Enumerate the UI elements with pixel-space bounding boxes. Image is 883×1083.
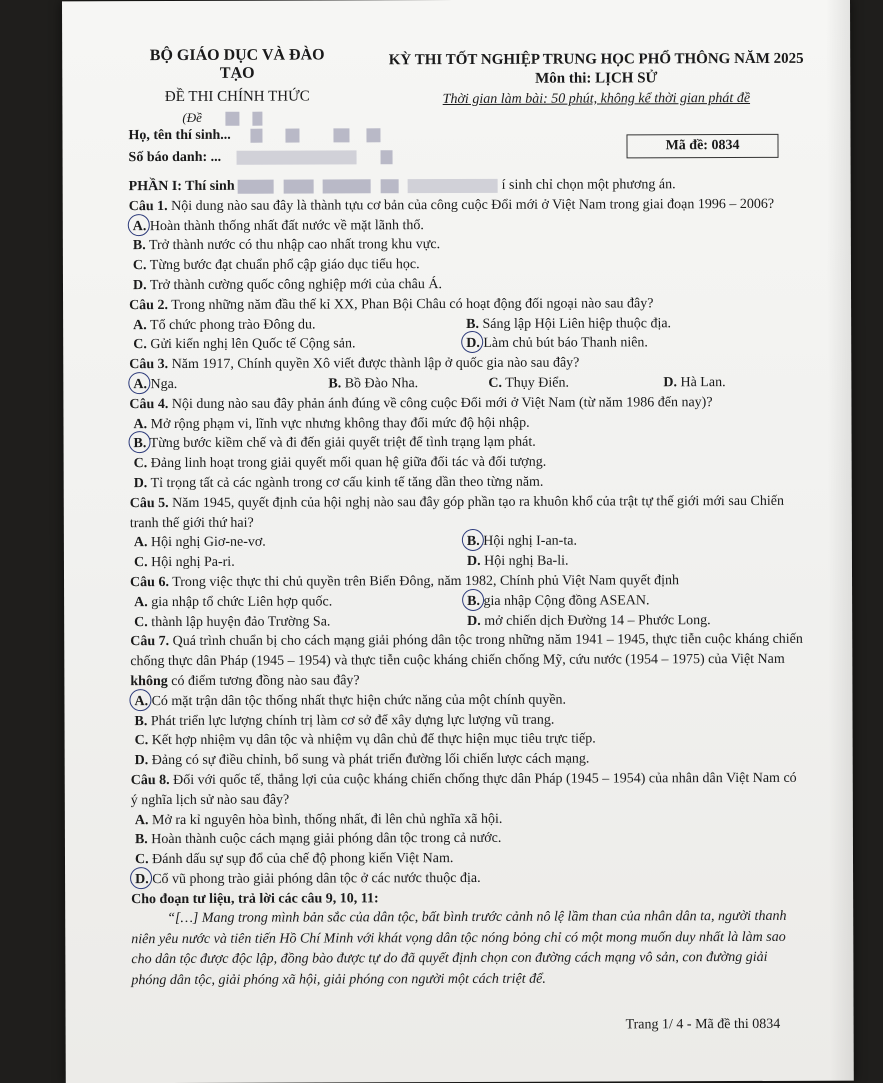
question-number: Câu 3.	[129, 357, 169, 373]
option-text: thành lập huyện đảo Trường Sa.	[151, 613, 331, 630]
question-stem	[129, 353, 799, 375]
answer-option[interactable]	[134, 532, 467, 553]
option-text: Đảng linh hoạt trong giải quyết mối quan hệ giữa đối tác và đối tượng.	[150, 454, 547, 472]
answer-option[interactable]	[467, 531, 800, 552]
exam-title: KỲ THI TỐT NGHIỆP TRUNG HỌC PHỔ THÔNG NĂM 2025	[388, 50, 804, 69]
option-letter: A.	[133, 416, 148, 432]
answer-option[interactable]	[129, 254, 799, 276]
answer-option[interactable]	[466, 333, 799, 354]
answer-option[interactable]	[131, 729, 801, 751]
option-text: Sáng lập Hội Liên hiệp thuộc địa.	[482, 315, 672, 332]
question-stem	[131, 769, 801, 791]
answer-option[interactable]	[131, 808, 801, 830]
option-letter: C.	[133, 337, 147, 353]
option-text: Hội nghị Ba-li.	[484, 553, 569, 570]
question-8	[131, 769, 801, 890]
question-text: Năm 1945, quyết định của hội nghị nào sau đây góp phần tạo ra khuôn khổ của trật tự thế giới mới sau Chiến	[172, 493, 785, 511]
question-stem-continued: tranh thế giới thứ hai?	[129, 515, 254, 531]
option-text: Phát triển lực lượng chính trị làm cơ sở để xây dựng lực lượng vũ trang.	[150, 712, 555, 729]
answer-option[interactable]	[130, 472, 800, 494]
option-text: Từng bước kiềm chế và đi đến giải quyết triệt để tình trạng lạm phát.	[149, 435, 536, 452]
answer-option[interactable]	[130, 690, 800, 712]
option-text: Hội nghị Giơ-ne-vơ.	[150, 535, 266, 551]
option-letter: D.	[132, 278, 147, 294]
option-letter: C.	[132, 258, 147, 274]
option-letter: D.	[133, 476, 148, 492]
option-letter: C.	[488, 375, 502, 391]
option-letter: D.	[134, 753, 149, 769]
option-letter: B.	[134, 434, 147, 454]
redaction-block	[408, 179, 498, 193]
answer-option[interactable]	[467, 591, 800, 612]
option-text: Hoàn thành thống nhất đất nước về mặt lãnh thổ.	[149, 217, 424, 234]
header-right	[386, 51, 806, 108]
option-row	[130, 610, 800, 632]
question-stem	[130, 492, 800, 514]
question-text: Nội dung nào sau đây phản ánh đúng về công cuộc Đổi mới ở Việt Nam (từ năm 1986 đến nay)?	[171, 394, 713, 412]
redaction-block	[286, 128, 300, 142]
option-letter: B.	[132, 238, 146, 254]
answer-option[interactable]	[133, 334, 466, 355]
option-letter: A.	[133, 535, 148, 551]
question-text-end: có điểm tương đồng nào sau đây?	[171, 673, 360, 689]
answer-option[interactable]	[131, 848, 801, 870]
part-heading-tail: í sinh chỉ chọn một phương án.	[501, 177, 676, 193]
answer-option[interactable]	[134, 592, 467, 613]
redaction-block	[381, 179, 399, 193]
option-letter: B.	[467, 592, 480, 612]
option-letter: B.	[467, 532, 480, 552]
page-count-text: (Đề	[182, 109, 202, 125]
header-left	[132, 46, 342, 126]
option-letter: A.	[133, 317, 147, 333]
candidate-id-label: Số báo danh: ...	[128, 149, 222, 166]
question-stem-continued	[130, 670, 800, 692]
option-text: Cổ vũ phong trào giải phóng dân tộc ở các nước thuộc địa.	[152, 870, 481, 887]
redaction-block	[284, 179, 314, 193]
option-letter: C.	[134, 733, 149, 749]
answer-option[interactable]	[129, 214, 799, 236]
question-stem	[130, 571, 800, 593]
passage-title: Cho đoạn tư liệu, trả lời các câu 9, 10, 11:	[131, 890, 379, 907]
option-text: gia nhập tổ chức Liên hợp quốc.	[151, 594, 333, 610]
question-number: Câu 8.	[130, 772, 170, 789]
option-text: Mở rộng phạm vi, lĩnh vực nhưng không thay đổi mức độ hội nhập.	[150, 415, 530, 432]
question-number: Câu 5.	[129, 495, 169, 511]
answer-option[interactable]	[466, 313, 799, 334]
option-letter: B.	[134, 832, 148, 848]
option-text: Tỉ trọng tất cả các ngành trong cơ cấu kinh tế tăng dần theo từng năm.	[150, 474, 544, 492]
question-stem-continued: chống thực dân Pháp (1945 – 1954) và thực tiễn cuộc kháng chiến chống Mỹ, cứu nước (1954 – 1975) của Việt Nam	[130, 651, 785, 670]
option-letter: A.	[133, 375, 147, 395]
option-letter: A.	[134, 812, 149, 828]
exam-time-text: Thời gian làm bài: 50 phút, không kể thời gian phát đề	[442, 90, 751, 108]
question-text: Đối với quốc tế, thắng lợi của cuộc kháng chiến chống thực dân Pháp (1945 – 1954) của nhân dân Việt Nam có	[173, 770, 797, 788]
answer-option[interactable]	[130, 709, 800, 731]
option-text: Kết hợp nhiệm vụ dân tộc và nhiệm vụ dân chủ để thực hiện mục tiêu trực tiếp.	[151, 731, 596, 749]
option-row	[130, 551, 800, 573]
answer-option[interactable]	[129, 412, 799, 434]
question-number: Câu 1.	[128, 198, 168, 214]
answer-option[interactable]	[131, 749, 801, 771]
candidate-name-label: Họ, tên thí sinh...	[128, 127, 231, 144]
question-3	[129, 353, 799, 395]
question-6	[130, 571, 800, 633]
question-5	[130, 492, 800, 574]
redaction-block	[238, 179, 274, 193]
candidate-name-line	[128, 124, 392, 147]
question-stem	[129, 393, 799, 415]
answer-option[interactable]	[130, 432, 800, 454]
option-text: Mở ra kỉ nguyên hòa bình, thống nhất, đi lên chủ nghĩa xã hội.	[151, 811, 503, 828]
option-letter: A.	[134, 692, 148, 712]
option-text: Trở thành cường quốc công nghiệp mới của châu Á.	[149, 277, 443, 294]
ministry-name: BỘ GIÁO DỤC VÀ ĐÀO TẠO	[149, 46, 325, 82]
option-row	[129, 313, 799, 335]
option-row	[129, 373, 799, 395]
official-exam-label: ĐỀ THI CHÍNH THỨC	[164, 88, 310, 106]
option-text: Tổ chức phong trào Đông du.	[149, 317, 316, 333]
option-letter: C.	[133, 555, 148, 571]
question-1	[129, 195, 799, 296]
answer-option[interactable]	[134, 611, 467, 632]
question-2	[129, 294, 799, 356]
redaction-block	[323, 179, 371, 193]
part-heading-lead: PHẦN I: Thí sinh	[128, 178, 235, 195]
answer-option[interactable]	[131, 828, 801, 850]
answer-option[interactable]	[488, 373, 663, 393]
option-letter: D.	[135, 870, 149, 890]
question-stem-continued: ý nghĩa lịch sử nào sau đây?	[130, 792, 290, 808]
question-text: Năm 1917, Chính quyền Xô viết được thành lập ở quốc gia nào sau đây?	[171, 355, 580, 373]
source-passage: “[…] Mang trong mình bản sắc của dân tộc, bất bình trước cảnh nô lệ lầm than của nhân dân ta, người thanh niên yêu nước và tiên tiến Hồ Chí Minh với khát vọng dân tộc nóng bỏng chỉ có một mong muốn duy nhất là làm sao cho dân tộc được độc lập, đồng bào được tự do đã quyết định chọn con đường cách mạng vô sản, con đường giải phóng dân tộc, giải phóng xã hội, giải phóng con người một cách triệt để.	[131, 909, 787, 989]
exam-code-box: Mã đề: 0834	[626, 134, 778, 159]
answer-option[interactable]	[663, 373, 725, 393]
redaction-block	[333, 128, 349, 142]
candidate-id-line	[129, 146, 393, 169]
question-number: Câu 6.	[130, 574, 169, 591]
option-letter: D.	[663, 375, 677, 391]
option-text: Có mặt trận dân tộc thống nhất thực hiện chức năng của một chính quyền.	[151, 692, 567, 709]
answer-option[interactable]	[133, 315, 466, 336]
option-letter: C.	[133, 456, 148, 472]
answer-option[interactable]	[467, 551, 800, 572]
option-letter: A.	[133, 217, 147, 237]
question-number: Câu 2.	[129, 297, 168, 313]
question-number: Câu 4.	[129, 396, 169, 412]
exam-subject: Môn thi: LỊCH SỬ	[535, 70, 658, 87]
option-text: mở chiến dịch Đường 14 – Phước Long.	[484, 612, 711, 629]
option-letter: D.	[466, 554, 481, 570]
option-text: Hà Lan.	[680, 375, 726, 391]
option-letter: B.	[134, 713, 148, 729]
option-text: Bồ Đào Nha.	[344, 376, 419, 392]
option-text: Nga.	[150, 376, 178, 393]
option-row	[130, 531, 800, 553]
option-text: Làm chủ bút báo Thanh niên.	[483, 335, 648, 352]
option-letter: C.	[134, 852, 149, 868]
option-text: Đảng có sự điều chỉnh, bổ sung và phát triển đường lối chiến lược cách mạng.	[151, 751, 590, 769]
exam-time-note	[386, 91, 806, 108]
question-text: Quá trình chuẩn bị cho cách mạng giải phóng dân tộc trong những năm 1941 – 1945, thực tiễn cuộc kháng chiến	[172, 632, 803, 650]
option-text: Trở thành nước có thu nhập cao nhất trong khu vực.	[148, 237, 441, 254]
redaction-block	[252, 112, 262, 126]
question-stem	[129, 294, 799, 316]
option-row	[130, 591, 800, 613]
answer-option[interactable]	[467, 610, 800, 631]
answer-option[interactable]	[129, 234, 799, 256]
part-heading	[129, 175, 799, 197]
question-number: Câu 7.	[130, 634, 170, 650]
answer-option[interactable]	[134, 552, 467, 573]
option-text: Đánh dấu sự sụp đổ của chế độ phong kiến Việt Nam.	[152, 851, 454, 868]
redaction-block	[225, 112, 239, 126]
option-text: gia nhập Cộng đồng ASEAN.	[483, 593, 650, 609]
answer-option[interactable]	[130, 452, 800, 474]
exam-paper	[62, 0, 854, 1083]
option-letter: B.	[328, 376, 342, 392]
exam-content	[129, 175, 802, 992]
question-stem	[129, 195, 799, 217]
redaction-block	[380, 150, 392, 164]
option-letter: C.	[134, 614, 148, 630]
option-text: Từng bước đạt chuẩn phổ cập giáo dục tiểu học.	[149, 257, 420, 274]
answer-option[interactable]	[129, 274, 799, 296]
question-text: Trong việc thực thi chủ quyền trên Biển Đông, năm 1982, Chính phủ Việt Nam quyết định	[172, 573, 680, 590]
answer-option[interactable]	[131, 868, 801, 890]
option-text: Hội nghị Pa-ri.	[151, 554, 235, 571]
option-text: Hoàn thành cuộc cách mạng giải phóng dân tộc trong cả nước.	[151, 831, 502, 848]
emphasis-word: không	[130, 673, 168, 690]
option-letter: B.	[466, 316, 480, 332]
option-text: Hội nghị I-an-ta.	[483, 533, 577, 550]
option-letter: D.	[467, 613, 481, 629]
question-4	[129, 393, 799, 494]
option-row	[129, 333, 799, 355]
redaction-block	[250, 128, 262, 142]
option-text: Gửi kiến nghị lên Quốc tế Cộng sản.	[150, 336, 356, 353]
page-footer: Trang 1/ 4 - Mã đề thi 0834	[625, 1016, 781, 1033]
option-letter: A.	[134, 594, 148, 610]
option-letter: D.	[466, 334, 480, 354]
question-7	[130, 630, 803, 771]
candidate-info	[128, 124, 392, 169]
redaction-block	[367, 128, 381, 142]
redaction-block	[237, 150, 357, 164]
answer-option[interactable]	[133, 374, 328, 394]
question-text: Nội dung nào sau đây là thành tựu cơ bản của công cuộc Đổi mới ở Việt Nam trong giai đoạn 1996 – 2006?	[171, 196, 775, 214]
answer-option[interactable]	[328, 374, 488, 394]
question-text: Trong những năm đầu thế kỉ XX, Phan Bội Châu có hoạt động đối ngoại nào sau đây?	[171, 296, 654, 313]
question-stem	[130, 630, 803, 652]
option-text: Thụy Điển.	[505, 375, 570, 391]
